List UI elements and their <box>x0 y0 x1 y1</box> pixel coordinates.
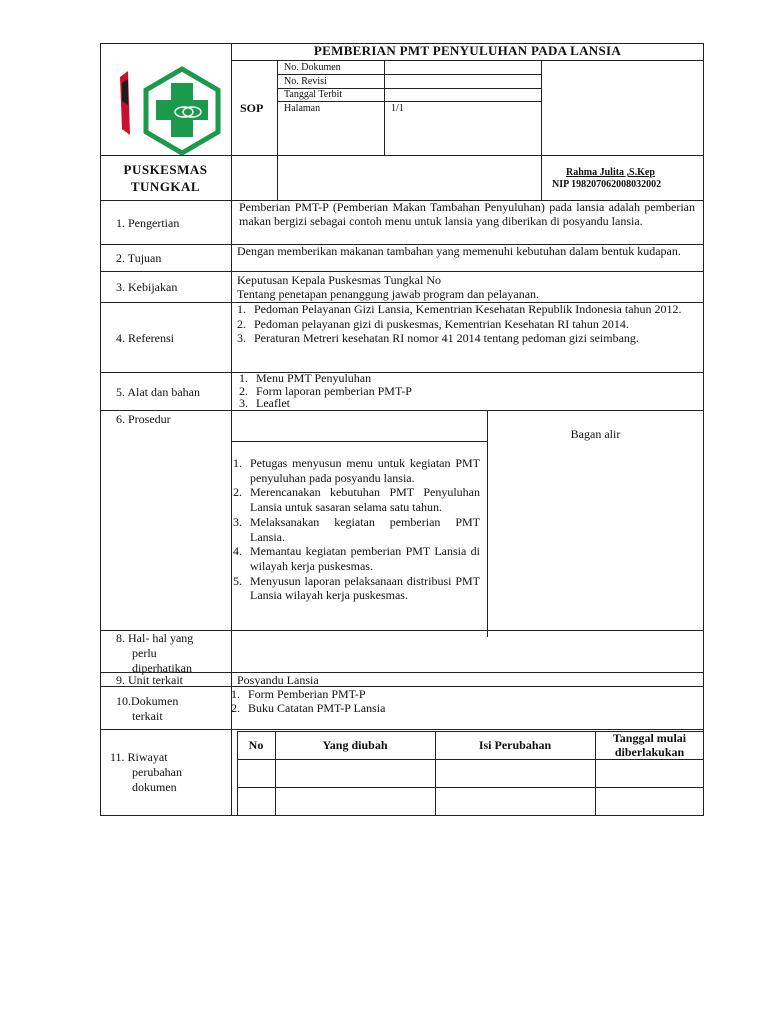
label-riwayat-line3: dokumen <box>132 780 177 794</box>
signer-nip: NIP 198207062008032002 <box>552 179 662 190</box>
dokumen-list <box>231 687 531 715</box>
list-item: 2. Form laporan pemberian PMT-P <box>239 383 412 398</box>
prosedur-list <box>233 456 480 603</box>
label-kebijakan: 3. Kebijakan <box>116 280 178 294</box>
label-pengertian: 1. Pengertian <box>116 216 180 230</box>
list-item: 2. Pedoman pelayanan gizi di puskesmas, Kementrian Kesehatan RI tahun 2014. <box>237 316 629 331</box>
list-item: 5. Menyusun laporan pelaksanaan distribusi PMT Lansia wilayah kerja puskesmas. <box>233 573 480 603</box>
label-riwayat-line2: perubahan <box>132 765 182 779</box>
label-dokumen-line2: terkait <box>132 709 163 723</box>
col-header-yang-diubah: Yang diubah <box>322 738 388 752</box>
label-hal-line3: diperhatikan <box>132 661 192 675</box>
list-item: 3. Leaflet <box>239 396 290 410</box>
text-kebijakan-line2: Tentang penetapan penanggung jawab program dan pelayanan. <box>237 287 540 301</box>
document-title: PEMBERIAN PMT PENYULUHAN PADA LANSIA <box>313 43 622 58</box>
list-item: 1. Pedoman Pelayanan Gizi Lansia, Kementrian Kesehatan Republik Indonesia tahun 2012. <box>237 302 682 316</box>
list-item: 3. Melaksanakan kegiatan pemberian PMT Lansia. <box>233 514 480 544</box>
label-dokumen-line1: 10.Dokumen <box>116 694 179 708</box>
list-item: 3. Peraturan Metreri kesehatan RI nomor 41 2014 tentang pedoman gizi seimbang. <box>237 331 639 345</box>
label-hal-line1: 8. Hal- hal yang <box>116 631 194 645</box>
label-hal-line2: perlu <box>132 646 157 660</box>
col-header-tanggal-mulai: Tanggal mulai <box>612 731 687 745</box>
label-unit-terkait: 9. Unit terkait <box>116 673 183 687</box>
referensi-list <box>237 302 695 346</box>
col-header-no: No <box>248 738 264 752</box>
list-item: 2. Buku Catatan PMT-P Lansia <box>231 701 386 715</box>
meta-label-no-revisi: No. Revisi <box>284 76 327 87</box>
text-kebijakan-line1: Keputusan Kepala Puskesmas Tungkal No <box>237 273 441 287</box>
signer-name: Rahma Julita ,S.Kep <box>566 167 655 178</box>
text-unit-terkait: Posyandu Lansia <box>237 673 319 687</box>
list-item: 1. Menu PMT Penyuluhan <box>239 371 372 385</box>
org-name-line1: PUSKESMAS <box>123 162 208 177</box>
meta-label-halaman: Halaman <box>284 103 321 114</box>
label-referensi: 4. Referensi <box>116 331 174 345</box>
text-tujuan: Dengan memberikan makanan tambahan yang memenuhi kebutuhan dalam bentuk kudapan. <box>237 244 681 258</box>
bagan-alir-label: Bagan alir <box>570 427 621 441</box>
label-riwayat-line1: 11. Riwayat <box>110 750 168 764</box>
label-alat-bahan: 5. Alat dan bahan <box>116 385 200 399</box>
label-prosedur: 6. Prosedur <box>116 412 171 426</box>
list-item: 4. Memantau kegiatan pemberian PMT Lansia di wilayah kerja puskesmas. <box>233 544 480 573</box>
meta-label-tanggal-terbit: Tanggal Terbit <box>284 89 343 100</box>
org-name-line2: TUNGKAL <box>130 179 201 194</box>
sop-document <box>100 43 704 816</box>
col-header-diberlakukan: diberlakukan <box>614 745 685 759</box>
text-pengertian: Pemberian PMT-P (Pemberian Makan Tambahan Penyuluhan) pada lansia adalah pemberian makan bergizi sebagai contoh menu untuk lansia yang diberikan di posyandu lansia. <box>239 200 695 228</box>
puskesmas-cross-logo-icon <box>114 65 224 155</box>
list-item: 1. Form Pemberian PMT-P <box>231 687 366 701</box>
list-item: 1. Petugas menyusun menu untuk kegiatan PMT penyuluhan pada posyandu lansia. <box>233 456 480 485</box>
col-header-isi-perubahan: Isi Perubahan <box>478 738 552 752</box>
sop-label: SOP <box>240 101 264 115</box>
label-tujuan: 2. Tujuan <box>116 251 162 265</box>
list-item: 2. Merencanakan kebutuhan PMT Penyuluhan Lansia untuk sasaran selama satu tahun. <box>233 485 480 515</box>
puskesmas-logo <box>114 65 224 155</box>
meta-label-no-dokumen: No. Dokumen <box>284 62 341 73</box>
alat-bahan-list <box>239 372 539 410</box>
meta-value-halaman: 1/1 <box>391 103 404 114</box>
